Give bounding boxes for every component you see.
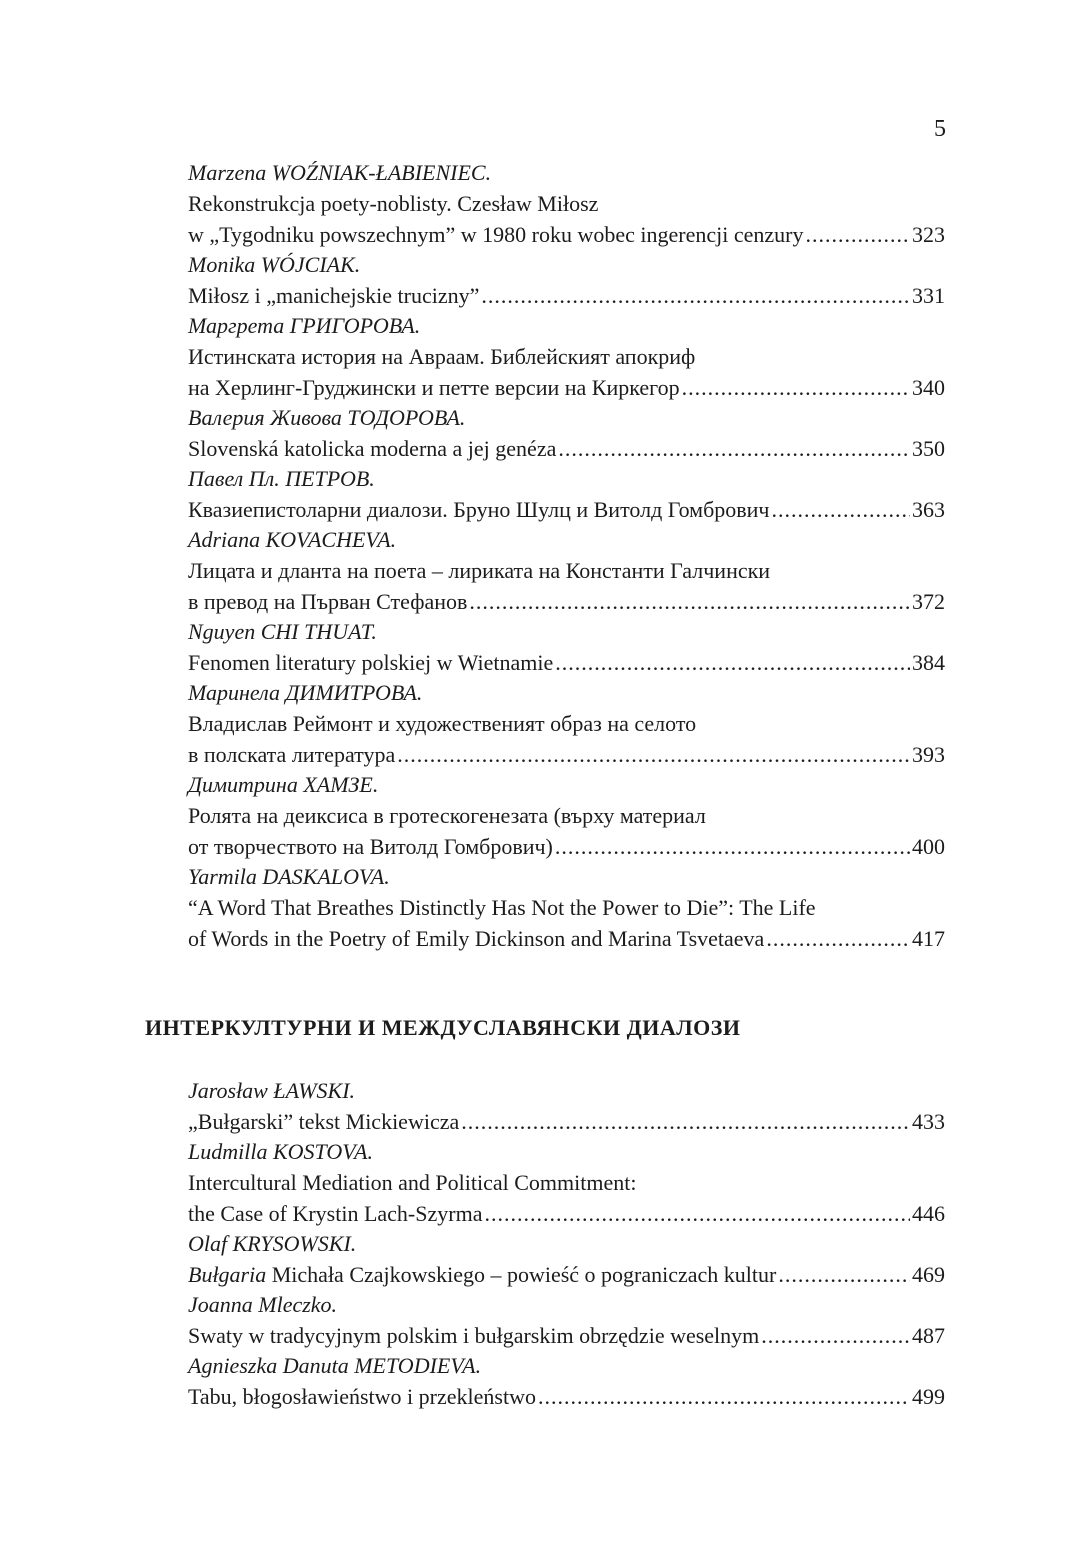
toc-entry-page-number: 323	[912, 222, 945, 247]
toc-entry-author: Olaf KRYSOWSKI.	[188, 1231, 357, 1256]
toc-entry-title-final-line	[188, 494, 945, 525]
toc-entry-author: Димитрина ХАМЗЕ.	[188, 772, 379, 797]
toc-entry-title-line: Лицата и дланта на поета – лириката на Константи Галчински	[188, 558, 771, 583]
toc-entry-page-number: 433	[912, 1109, 945, 1134]
toc-entry-title: Tabu, błogosławieństwo i przekleństwo	[188, 1384, 536, 1409]
toc-entry-page-number: 393	[912, 742, 945, 767]
toc-entry-title-rest: Michała Czajkowskiego – powieść o pograniczach kultur	[266, 1262, 777, 1287]
toc-entry	[188, 311, 945, 403]
toc-entry-author: Yarmila DASKALOVA.	[188, 864, 390, 889]
toc-entry-author: Agnieszka Danuta METODIEVA.	[188, 1353, 482, 1378]
toc-entry-author: Nguyen CHI THUAT.	[188, 619, 377, 644]
toc-entry-title: на Херлинг-Груджински и петте версии на Киркегор	[188, 375, 680, 400]
toc-entry	[188, 617, 945, 678]
toc-entry-title-final-line	[188, 647, 945, 678]
dot-leader	[555, 647, 910, 678]
toc-entry-title: the Case of Krystin Lach-Szyrma	[188, 1201, 483, 1226]
toc-entry-page-number: 340	[912, 375, 945, 400]
toc-entry-title-final-line	[188, 1381, 945, 1412]
toc-entry	[188, 1137, 945, 1229]
toc-entry-page-number: 350	[912, 436, 945, 461]
toc-entry-title-line: Владислав Реймонт и художественият образ на селото	[188, 711, 697, 736]
toc-entry	[188, 1351, 945, 1412]
dot-leader	[772, 494, 911, 525]
dot-leader	[806, 219, 911, 250]
toc-entry-title: от творчеството на Витолд Гомбрович)	[188, 834, 553, 859]
toc-entry-page-number: 363	[912, 497, 945, 522]
toc-entry-page-number: 499	[912, 1384, 945, 1409]
toc-entry-title: „Bułgarski” tekst Mickiewicza	[188, 1109, 460, 1134]
toc-entry-author: Marzena WOŹNIAK-ŁABIENIEC.	[188, 160, 492, 185]
toc-entry-title-final-line	[188, 1106, 945, 1137]
toc-entry-title: Swaty w tradycyjnym polskim i bułgarskim obrzędzie weselnym	[188, 1323, 760, 1348]
toc-entry-title-line: Intercultural Mediation and Political Commitment:	[188, 1170, 637, 1195]
toc-entry-page-number: 384	[912, 650, 945, 675]
toc-entry-title-final-line	[188, 739, 945, 770]
toc-entry-author: Monika WÓJCIAK.	[188, 252, 361, 277]
toc-entry-title-final-line	[188, 586, 945, 617]
dot-leader	[766, 923, 910, 954]
toc-entry-title-final-line	[188, 831, 945, 862]
toc-entry-page-number: 446	[912, 1201, 945, 1226]
dot-leader	[682, 372, 910, 403]
toc-entry-page-number: 331	[912, 283, 945, 308]
toc-entry-title-final-line	[188, 372, 945, 403]
toc-entry-author: Adriana KOVACHEVA.	[188, 527, 397, 552]
toc-entry	[188, 1229, 945, 1290]
toc-entry-author: Ludmilla KOSTOVA.	[188, 1139, 373, 1164]
toc-entry-title-italic: Bułgaria	[188, 1262, 267, 1287]
toc-entry-title-line: Истинската история на Авраам. Библейският апокриф	[188, 344, 696, 369]
toc-entry-title-final-line	[188, 923, 945, 954]
toc-entry-title: Fenomen literatury polskiej w Wietnamie	[188, 650, 554, 675]
dot-leader	[555, 831, 910, 862]
toc-entry-author: Маргрета ГРИГОРОВА.	[188, 313, 421, 338]
toc-entry	[188, 770, 945, 862]
toc-entry	[188, 1290, 945, 1351]
toc-entry-title: в полската литература	[188, 742, 396, 767]
toc-group-2	[188, 1076, 945, 1412]
toc-entry	[188, 1076, 945, 1137]
toc-entry	[188, 678, 945, 770]
toc-entry-title: Slovenská katolicka moderna a jej genéza	[188, 436, 557, 461]
toc-entry	[188, 525, 945, 617]
toc-entry-title-line: Rekonstrukcja poety-noblisty. Czesław Miłosz	[188, 191, 599, 216]
toc-entry-title-final-line	[188, 1320, 945, 1351]
toc-entry-page-number: 469	[912, 1262, 945, 1287]
dot-leader	[558, 433, 910, 464]
toc-entry-page-number: 487	[912, 1323, 945, 1348]
toc-entry-author: Joanna Mleczko.	[188, 1292, 338, 1317]
page-number: 5	[934, 116, 946, 142]
toc-entry	[188, 250, 945, 311]
toc-entry-title-final-line	[188, 219, 945, 250]
toc-entry	[188, 403, 945, 464]
toc-entry-title-final-line	[188, 433, 945, 464]
toc-entry-author: Валерия Живова ТОДОРОВА.	[188, 405, 466, 430]
toc-entry-page-number: 417	[912, 926, 945, 951]
dot-leader	[469, 586, 910, 617]
toc-entry-title-line: “A Word That Breathes Distinctly Has Not the Power to Die”: The Life	[188, 895, 816, 920]
toc-entry-title-final-line	[188, 1259, 945, 1290]
toc-entry-title-final-line	[188, 1198, 945, 1229]
toc-entry-title-line: Ролята на деиксиса в гротескогенезата (върху материал	[188, 803, 706, 828]
toc-entry-title: в превод на Първан Стефанов	[188, 589, 468, 614]
dot-leader	[484, 1198, 910, 1229]
dot-leader	[397, 739, 910, 770]
toc-entry-title-final-line	[188, 280, 945, 311]
toc-group-1	[188, 158, 945, 954]
toc-entry-author: Маринела ДИМИТРОВА.	[188, 680, 423, 705]
toc-entry	[188, 158, 945, 250]
toc-entry-author: Павел Пл. ПЕТРОВ.	[188, 466, 375, 491]
dot-leader	[538, 1381, 910, 1412]
toc-entry-title: Квазиепистоларни диалози. Бруно Шулц и Витолд Гомбрович	[188, 497, 770, 522]
dot-leader	[761, 1320, 910, 1351]
toc-entry-title	[188, 1259, 776, 1290]
toc-entry-page-number: 400	[912, 834, 945, 859]
toc-entry	[188, 464, 945, 525]
dot-leader	[481, 280, 910, 311]
dot-leader	[778, 1259, 910, 1290]
section-heading: ИНТЕРКУЛТУРНИ И МЕЖДУСЛАВЯНСКИ ДИАЛОЗИ	[145, 1015, 741, 1040]
dot-leader	[461, 1106, 910, 1137]
toc-entry-page-number: 372	[912, 589, 945, 614]
toc-entry	[188, 862, 945, 954]
toc-entry-title: of Words in the Poetry of Emily Dickinson and Marina Tsvetaeva	[188, 926, 765, 951]
toc-entry-title: Miłosz i „manichejskie trucizny”	[188, 283, 480, 308]
toc-entry-title: w „Tygodniku powszechnym” w 1980 roku wobec ingerencji cenzury	[188, 222, 804, 247]
toc-entry-author: Jarosław ŁAWSKI.	[188, 1078, 356, 1103]
